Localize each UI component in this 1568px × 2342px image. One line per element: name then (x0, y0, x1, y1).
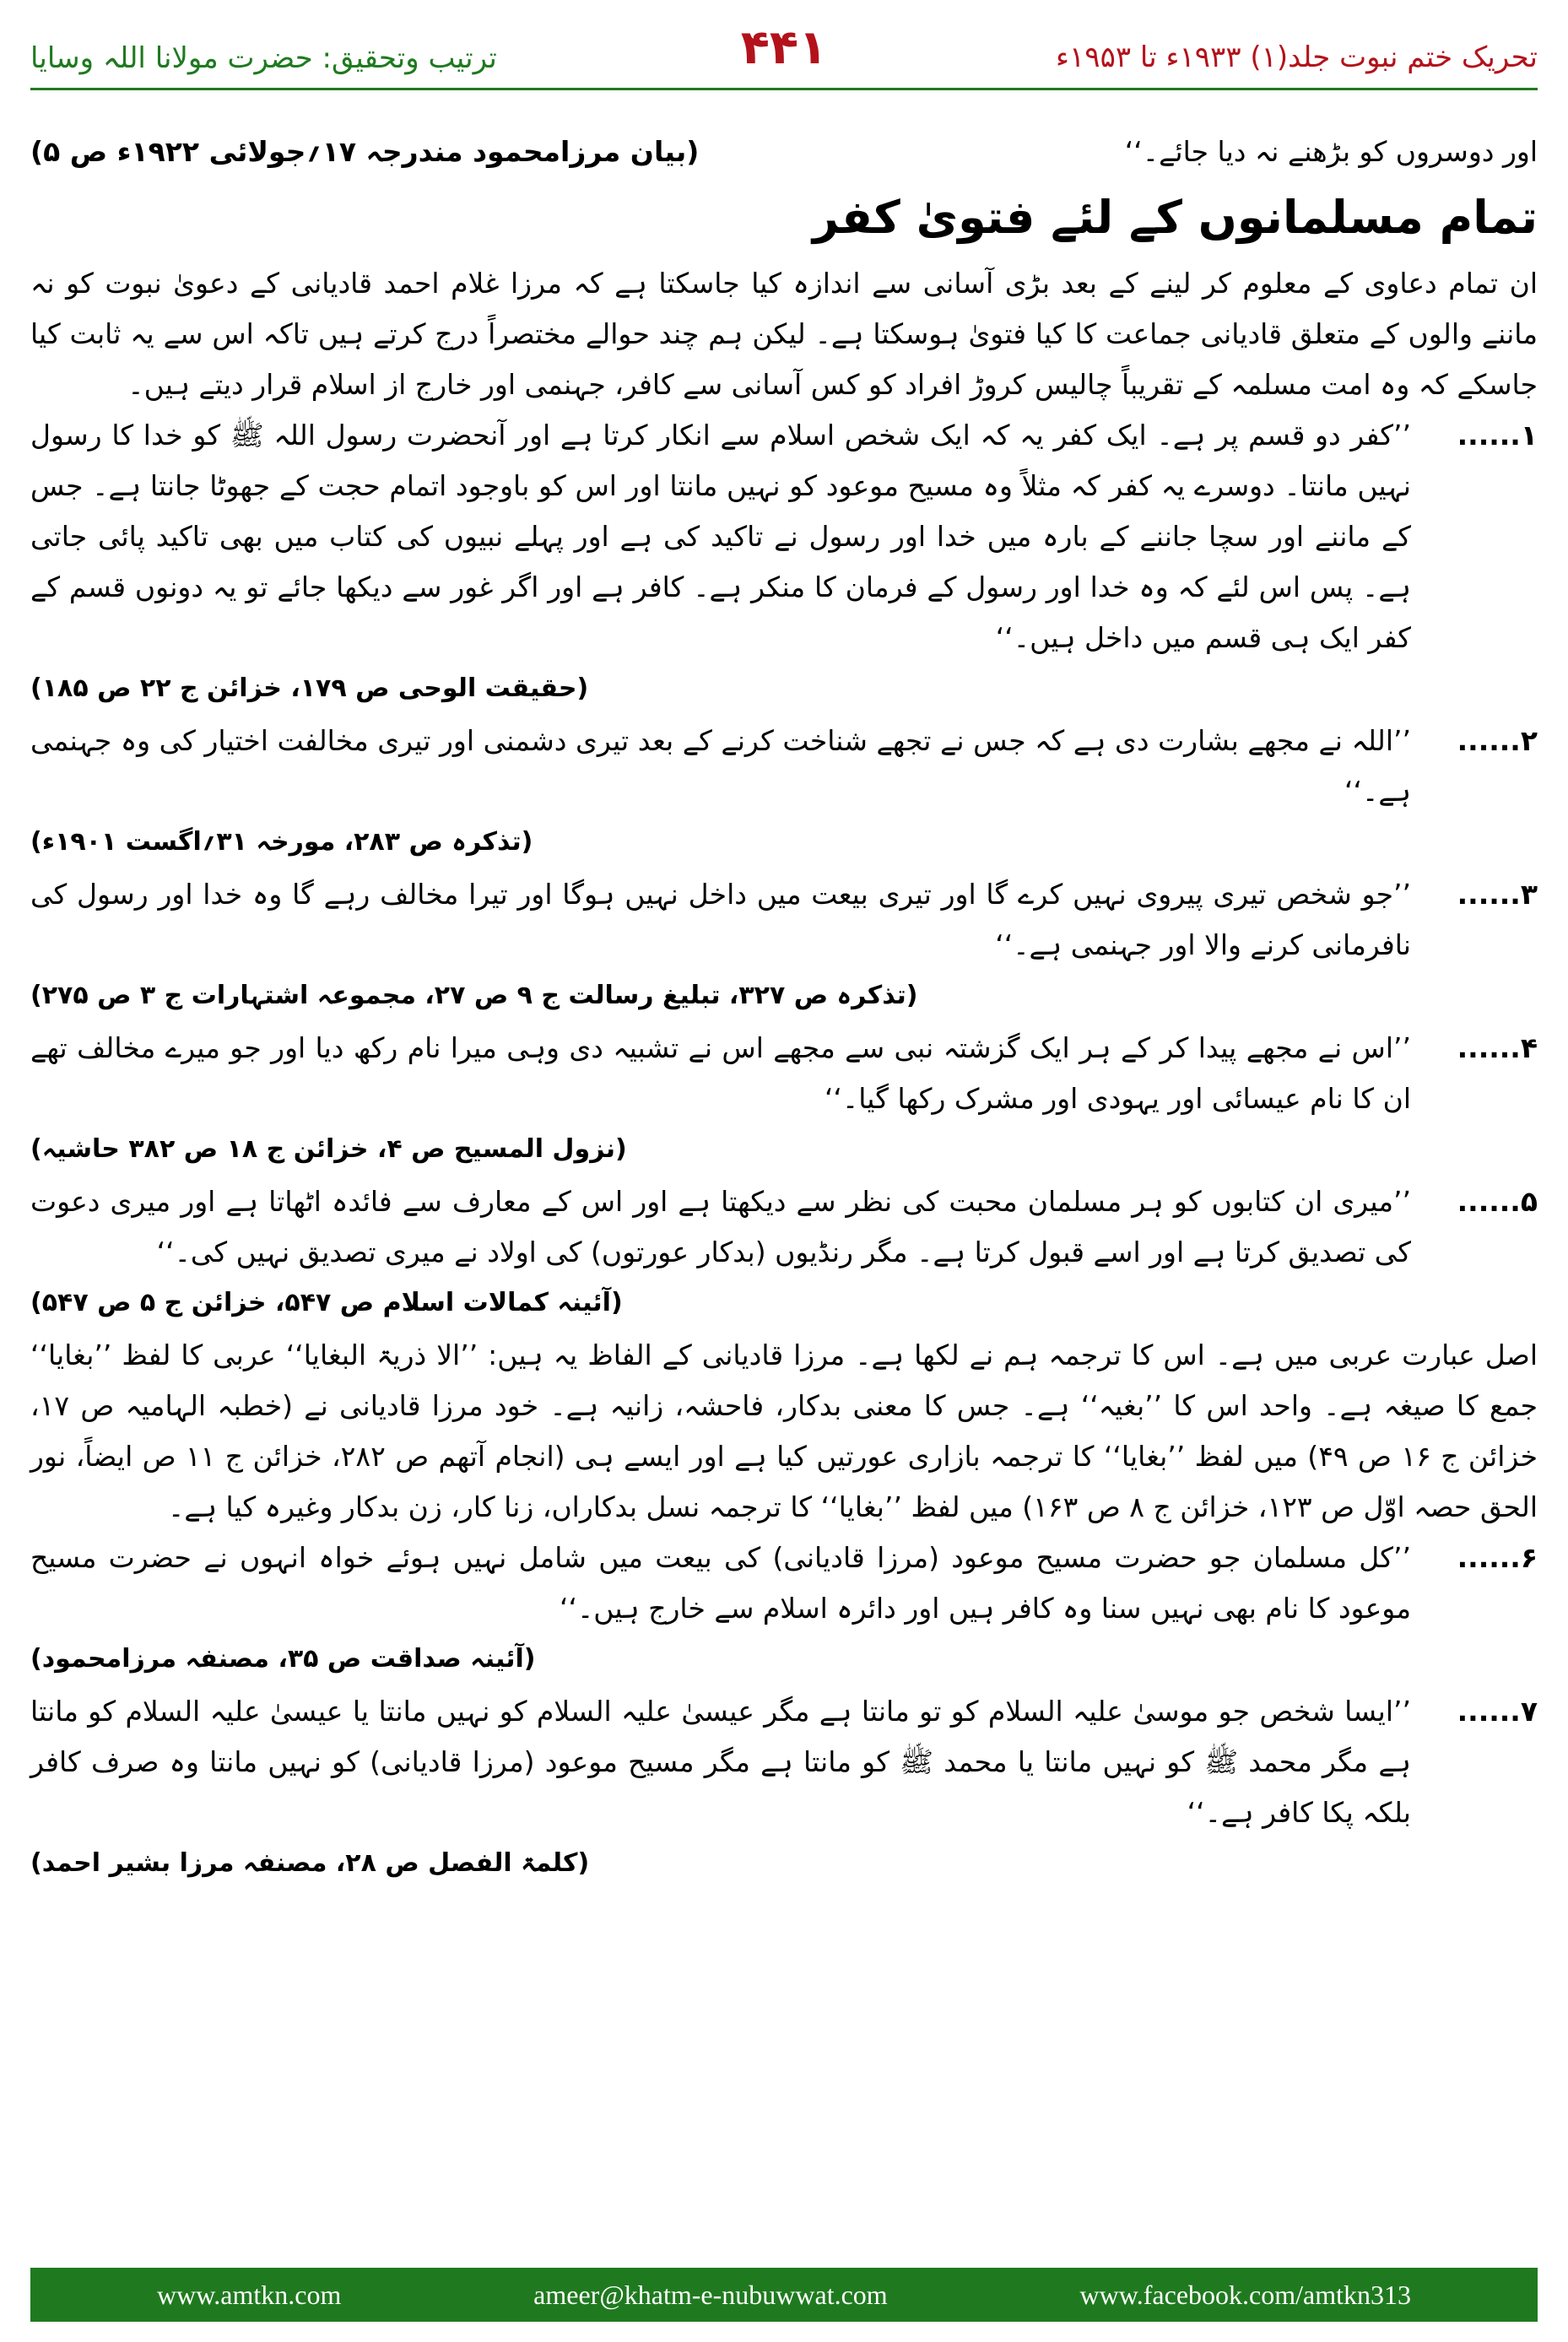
quote-item (30, 716, 1538, 817)
header-divider (30, 88, 1538, 90)
item-number: ۷...... (1457, 1695, 1538, 1728)
item-text: ’’ایسا شخص جو موسیٰ علیہ السلام کو تو مانتا ہے مگر عیسیٰ علیہ السلام کو نہیں مانتا یا عیسیٰ علیہ السلام کو مانتا ہے مگر محمد ﷺ کو نہیں مانتا یا محمد ﷺ کو مانتا ہے مگر مسیح موعود (مرزا قادیانی) کو نہیں مانتا وہ صرف کافر بلکہ پکا کافر ہے۔‘‘ (30, 1695, 1411, 1829)
page-number: ۴۴۱ (740, 20, 828, 75)
item-number: ۱...... (1457, 419, 1538, 452)
book-title: تحریک ختم نبوت جلد(۱) ۱۹۳۳ء تا ۱۹۵۳ء (1056, 41, 1538, 74)
quote-item (30, 410, 1538, 663)
item-reference: (تذکرہ ص ۲۸۳، مورخہ ۳۱؍اگست ۱۹۰۱ء) (30, 827, 533, 857)
item-text: ’’جو شخص تیری پیروی نہیں کرے گا اور تیری بیعت میں داخل نہیں ہوگا اور تیرا مخالف رہے گا وہ خدا اور رسول کی نافرمانی کرنے والا اور جہنمی ہے۔‘‘ (30, 878, 1411, 961)
item-text: ’’کفر دو قسم پر ہے۔ ایک کفر یہ کہ ایک شخص اسلام سے انکار کرتا ہے اور آنحضرت رسول اللہ ﷺ کو خدا کا رسول نہیں مانتا۔ دوسرے یہ کفر کہ مثلاً وہ مسیح موعود کو نہیں مانتا اور اس کو باوجود اتمام حجت کے جھوٹا جانتا ہے۔ جس کے ماننے اور سچا جاننے کے بارہ میں خدا اور رسول نے تاکید کی ہے اور پہلے نبیوں کی کتاب میں بھی تاکید پائی جاتی ہے۔ پس اس لئے کہ وہ خدا اور رسول کے فرمان کا منکر ہے۔ کافر ہے اور اگر غور سے دیکھا جائے تو یہ دونوں قسم کے کفر ایک ہی قسم میں داخل ہیں۔‘‘ (30, 419, 1411, 654)
quote-item (30, 1023, 1538, 1124)
item-number: ۴...... (1457, 1031, 1538, 1064)
item-text: ’’اللہ نے مجھے بشارت دی ہے کہ جس نے تجھے شناخت کرنے کے بعد تیری دشمنی اور تیری مخالفت اختیار کی وہ جہنمی ہے۔‘‘ (30, 724, 1411, 808)
item-text: ’’میری ان کتابوں کو ہر مسلمان محبت کی نظر سے دیکھتا ہے اور اس کے معارف سے فائدہ اٹھاتا ہے اور میری دعوت کی تصدیق کرتا ہے اور اسے قبول کرتا ہے۔ مگر رنڈیوں (بدکار عورتوں) کی اولاد نے میری تصدیق نہیں کی۔‘‘ (30, 1185, 1411, 1268)
item-number: ۶...... (1457, 1541, 1538, 1574)
intro-line (30, 127, 1538, 177)
item-reference: (آئینہ کمالات اسلام ص ۵۴۷، خزائن ج ۵ ص ۵۴۷) (30, 1288, 623, 1317)
opening-paragraph: ان تمام دعاوی کے معلوم کر لینے کے بعد بڑی آسانی سے اندازہ کیا جاسکتا ہے کہ مرزا غلام احمد قادیانی کے دعویٰ نبوت کو نہ ماننے والوں کے متعلق قادیانی جماعت کا کیا فتویٰ ہوسکتا ہے۔ لیکن ہم چند حوالے مختصراً درج کرتے ہیں تاکہ اس سے یہ ثابت کیا جاسکے کہ وہ امت مسلمہ کے تقریباً چالیس کروڑ افراد کو کس آسانی سے کافر، جہنمی اور خارج از اسلام قرار دیتے ہیں۔ (30, 267, 1538, 401)
compiler-credit: ترتیب وتحقیق: حضرت مولانا اللہ وسایا (30, 41, 497, 75)
facebook-link[interactable]: www.facebook.com/amtkn313 (1079, 2279, 1411, 2310)
item-number: ۳...... (1457, 878, 1538, 911)
item-reference: (آئینہ صداقت ص ۳۵، مصنفہ مرزامحمود) (30, 1644, 536, 1674)
item-number: ۵...... (1457, 1185, 1538, 1218)
quote-item (30, 1533, 1538, 1634)
email-link[interactable]: ameer@khatm-e-nubuwwat.com (533, 2279, 888, 2310)
item-reference: (تذکرہ ص ۳۲۷، تبلیغ رسالت ج ۹ ص ۲۷، مجموعہ اشتہارات ج ۳ ص ۲۷۵) (30, 981, 918, 1010)
item-text: ’’اس نے مجھے پیدا کر کے ہر ایک گزشتہ نبی سے مجھے اس نے تشبیہ دی وہی میرا نام رکھ دیا اور جو میرے مخالف تھے ان کا نام عیسائی اور یہودی اور مشرک رکھا گیا۔‘‘ (30, 1031, 1411, 1115)
item-reference: (نزول المسیح ص ۴، خزائن ج ۱۸ ص ۳۸۲ حاشیہ) (30, 1134, 627, 1164)
page-content (30, 127, 1538, 1890)
item-reference: (حقیقت الوحی ص ۱۷۹، خزائن ج ۲۲ ص ۱۸۵) (30, 673, 589, 703)
website-link[interactable]: www.amtkn.com (157, 2279, 342, 2310)
arabic-explanation-paragraph: اصل عبارت عربی میں ہے۔ اس کا ترجمہ ہم نے لکھا ہے۔ مرزا قادیانی کے الفاظ یہ ہیں: ’’الا ذریۃ البغایا‘‘ عربی کا لفظ ’’بغایا‘‘ جمع کا صیغہ ہے۔ واحد اس کا ’’بغیہ‘‘ ہے۔ جس کا معنی بدکار، فاحشہ، زانیہ ہے۔ خود مرزا قادیانی نے (خطبہ الہامیہ ص ۱۷، خزائن ج ۱۶ ص ۴۹) میں لفظ ’’بغایا‘‘ کا ترجمہ بازاری عورتیں کیا ہے اور ایسے ہی (انجام آتھم ص ۲۸۲، خزائن ج ۱۱ ص ایضاً، نور الحق حصہ اوّل ص ۱۲۳، خزائن ج ۸ ص ۱۶۳) میں لفظ ’’بغایا‘‘ کا ترجمہ نسل بدکاراں، زنا کار، زن بدکار وغیرہ کیا ہے۔ (30, 1339, 1538, 1523)
page-footer (30, 2268, 1538, 2322)
item-number: ۲...... (1457, 724, 1538, 757)
quote-item (30, 1176, 1538, 1278)
item-reference: (کلمۃ الفصل ص ۲۸، مصنفہ مرزا بشیر احمد) (30, 1848, 590, 1878)
page-header (30, 15, 1538, 83)
item-text: ’’کل مسلمان جو حضرت مسیح موعود (مرزا قادیانی) کی بیعت میں شامل نہیں ہوئے خواہ انہوں نے حضرت مسیح موعود کا نام بھی نہیں سنا وہ کافر ہیں اور دائرہ اسلام سے خارج ہیں۔‘‘ (30, 1541, 1411, 1625)
intro-text: اور دوسروں کو بڑھنے نہ دیا جائے۔‘‘ (1124, 135, 1538, 168)
quote-item (30, 869, 1538, 971)
intro-reference: (بیان مرزامحمود مندرجہ ۱۷؍جولائی ۱۹۲۲ء ص ۵) (30, 135, 700, 168)
quote-item (30, 1686, 1538, 1838)
section-heading: تمام مسلمانوں کے لئے فتویٰ کفر (812, 191, 1538, 244)
